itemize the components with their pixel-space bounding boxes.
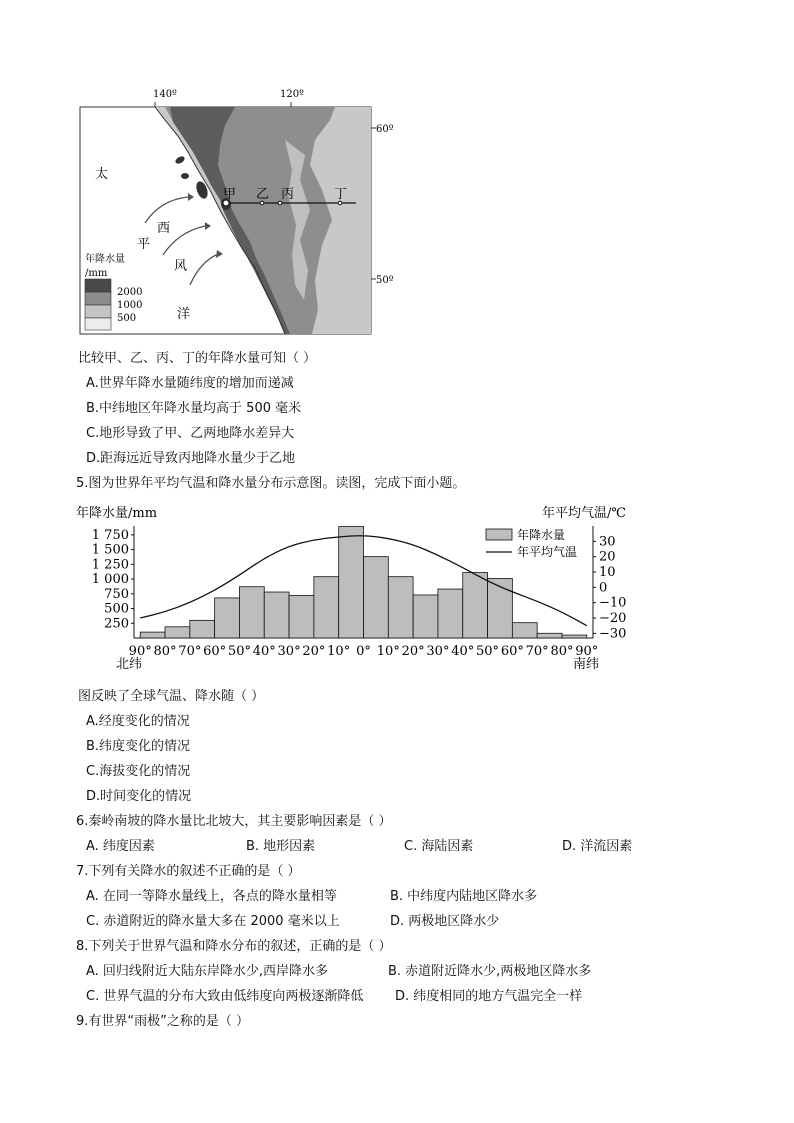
ocean-char-tai: 太 — [95, 167, 109, 182]
precip-bar-8 — [339, 527, 364, 638]
q6-stem: 6.秦岭南坡的降水量比北坡大，其主要影响因素是（ ） — [76, 814, 392, 829]
precip-tick-label: 1 750 — [91, 527, 129, 543]
label-bing: 丙 — [281, 187, 295, 202]
x-tick-label: 90° — [575, 644, 599, 659]
x-tick-label: 50° — [227, 644, 251, 659]
precip-tick-label: 750 — [104, 586, 129, 602]
label-yi: 乙 — [256, 187, 270, 202]
q8-option-c[interactable]: C. 世界气温的分布大致由低纬度向两极逐渐降低 — [86, 989, 364, 1004]
wind-char-feng: 风 — [174, 259, 188, 274]
precip-bar-17 — [562, 635, 587, 638]
ocean-char-yang: 洋 — [177, 307, 191, 322]
precipitation-map — [60, 80, 420, 345]
ocean-char-ping: 平 — [137, 237, 151, 252]
x-end-label-south: 南纬 — [573, 657, 600, 672]
q4-option-a[interactable]: A.世界年降水量随纬度的增加而递减 — [86, 376, 294, 391]
x-tick-label: 10° — [376, 644, 400, 659]
temp-tick-label: −20 — [599, 611, 627, 627]
q6-option-d[interactable]: D. 洋流因素 — [562, 839, 633, 854]
q4-option-c[interactable]: C.地形导致了甲、乙两地降水差异大 — [86, 426, 295, 441]
precip-bar-2 — [190, 620, 215, 638]
x-tick-label: 80° — [153, 644, 177, 659]
temp-tick-label: 20 — [599, 549, 616, 565]
precip-tick-label: 1 500 — [91, 542, 129, 558]
q6-option-a[interactable]: A. 纬度因素 — [86, 839, 155, 854]
q7-option-c[interactable]: C. 赤道附近的降水量大多在 2000 毫米以上 — [86, 914, 340, 929]
q8-option-d[interactable]: D. 纬度相同的地方气温完全一样 — [395, 989, 583, 1004]
q8-stem: 8.下列关于世界气温和降水分布的叙述，正确的是（ ） — [76, 939, 392, 954]
precip-bar-16 — [537, 633, 562, 638]
lat-label-60: 60º — [376, 124, 394, 135]
x-tick-label: 70° — [178, 644, 202, 659]
q9-stem: 9.有世界“雨极”之称的是（ ） — [76, 1014, 250, 1029]
precip-bar-15 — [512, 623, 537, 638]
temp-tick-label: 0 — [599, 580, 608, 596]
legend-precip: 年降水量 — [517, 528, 566, 542]
temp-tick-label: −30 — [599, 626, 627, 642]
x-tick-label: 40° — [252, 644, 276, 659]
x-tick-label: 80° — [550, 644, 574, 659]
lon-label-120: 120º — [280, 89, 304, 100]
temp-tick-label: 10 — [599, 565, 616, 581]
x-end-label-north: 北纬 — [116, 657, 143, 672]
x-tick-label: 30° — [426, 644, 450, 659]
label-ding: 丁 — [334, 187, 348, 202]
q5-option-b[interactable]: B.纬度变化的情况 — [86, 739, 191, 754]
precip-bar-3 — [215, 598, 240, 638]
precip-bar-0 — [140, 632, 165, 638]
precip-bar-6 — [289, 596, 314, 638]
q4-option-d[interactable]: D.距海远近导致丙地降水量少于乙地 — [86, 451, 296, 466]
x-tick-label: 70° — [525, 644, 549, 659]
precip-bar-5 — [264, 592, 289, 638]
precip-bar-14 — [488, 578, 513, 638]
x-tick-label: 40° — [451, 644, 475, 659]
q8-option-a[interactable]: A. 回归线附近大陆东岸降水少,西岸降水多 — [86, 964, 329, 979]
label-jia: 甲 — [223, 187, 237, 202]
q6-option-c[interactable]: C. 海陆因素 — [404, 839, 474, 854]
precip-bar-10 — [388, 577, 413, 638]
precip-bar-13 — [463, 573, 488, 638]
temp-tick-label: −10 — [599, 595, 627, 611]
precip-bar-9 — [364, 557, 389, 638]
q7-option-d[interactable]: D. 两极地区降水少 — [390, 914, 500, 929]
legend-temp: 年平均气温 — [517, 545, 578, 559]
x-tick-label: 90° — [128, 644, 152, 659]
legend-2000: 2000 — [117, 287, 143, 298]
x-tick-label: 60° — [203, 644, 227, 659]
q7-stem: 7.下列有关降水的叙述不正确的是（ ） — [76, 864, 301, 879]
q5-stem: 5.图为世界年平均气温和降水量分布示意图。读图，完成下面小题。 — [76, 476, 466, 491]
legend-500: 500 — [117, 313, 137, 324]
x-tick-label: 20° — [401, 644, 425, 659]
precip-tick-label: 500 — [104, 601, 129, 617]
legend-unit: /mm — [85, 268, 108, 279]
chart-ylabel-right: 年平均气温/℃ — [542, 506, 626, 521]
lat-label-50: 50º — [376, 275, 394, 286]
precip-tick-label: 1 250 — [91, 557, 129, 573]
x-tick-label: 20° — [302, 644, 326, 659]
precip-bar-11 — [413, 595, 438, 638]
x-tick-label: 10° — [327, 644, 351, 659]
q4-stem: 比较甲、乙、丙、丁的年降水量可知（ ） — [78, 351, 317, 366]
precip-bar-7 — [314, 577, 339, 638]
q5-option-d[interactable]: D.时间变化的情况 — [86, 789, 192, 804]
precip-tick-label: 250 — [104, 616, 129, 632]
legend-1000: 1000 — [117, 300, 143, 311]
x-tick-label: 30° — [277, 644, 301, 659]
precip-bar-1 — [165, 627, 190, 638]
q7-option-a[interactable]: A. 在同一等降水量线上，各点的降水量相等 — [86, 889, 337, 904]
precip-bar-12 — [438, 589, 463, 638]
legend-title: 年降水量 — [85, 254, 125, 265]
wind-char-xi: 西 — [157, 221, 171, 236]
q6-option-b[interactable]: B. 地形因素 — [246, 839, 316, 854]
q7-option-b[interactable]: B. 中纬度内陆地区降水多 — [390, 889, 538, 904]
q4-option-b[interactable]: B.中纬地区年降水量均高于 500 毫米 — [86, 401, 302, 416]
x-tick-label: 0° — [356, 644, 371, 659]
q8-option-b[interactable]: B. 赤道附近降水少,两极地区降水多 — [388, 964, 592, 979]
precip-bar-4 — [239, 587, 264, 638]
q5-option-c[interactable]: C.海拔变化的情况 — [86, 764, 191, 779]
temp-tick-label: 30 — [599, 534, 616, 550]
lon-label-140: 140º — [153, 89, 177, 100]
precip-tick-label: 1 000 — [91, 572, 129, 588]
x-tick-label: 60° — [500, 644, 524, 659]
q5-sub-stem: 图反映了全球气温、降水随（ ） — [78, 689, 265, 704]
q5-option-a[interactable]: A.经度变化的情况 — [86, 714, 190, 729]
legend-bar-swatch — [486, 529, 512, 540]
chart-ylabel-left: 年降水量/mm — [76, 506, 158, 521]
x-tick-label: 50° — [476, 644, 500, 659]
climate-chart — [70, 500, 640, 680]
